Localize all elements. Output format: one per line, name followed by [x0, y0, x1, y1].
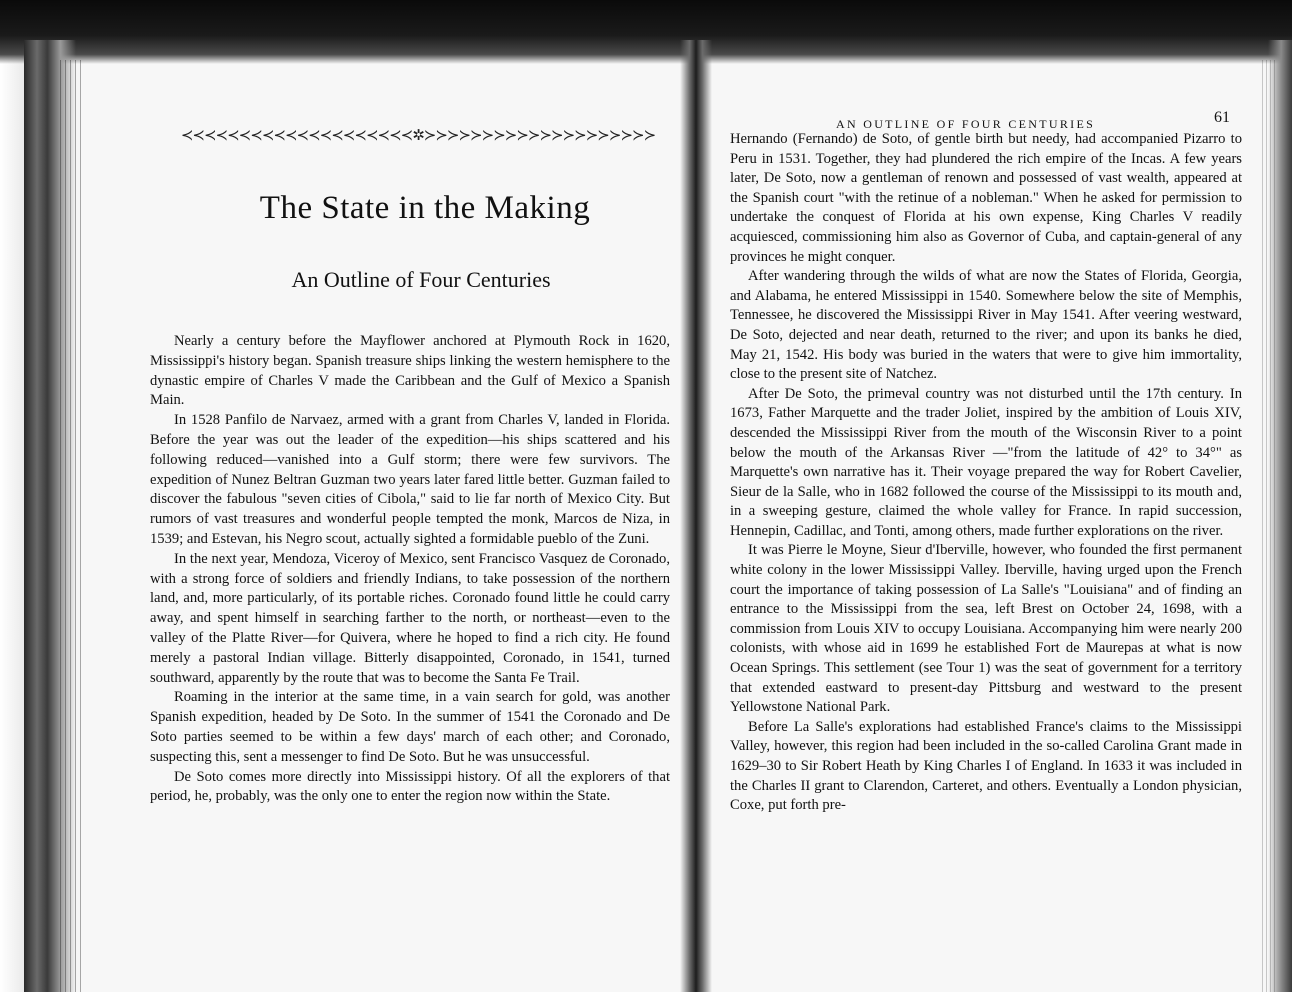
paragraph: After De Soto, the primeval country was not disturbed until the 17th century. In 1673, Father Marquette and the trader Joliet, inspired by the ambition of Louis XIV, descended the Mississippi River from the mouth of the Wisconsin River to a point below the mouth of the Arkansas River —"from the latitude of 42° to 34°" as Marquette's own narrative has it. Their voyage prepared the way for Robert Cavelier, Sieur de la Salle, who in 1682 followed the course of the Mississippi to its mouth and, in a sweeping gesture, claimed the whole valley for France. In rapid succession, Hennepin, Cadillac, and Tonti, among others, made further explorations on the river.: [730, 385, 1242, 539]
book-gutter: [680, 40, 712, 992]
left-page-body: [150, 332, 670, 807]
paragraph: Roaming in the interior at the same time, in a vain search for gold, was another Spanish expedition, headed by De Soto. In the summer of 1541 the Coronado and De Soto parties seemed to be within a few days' march of each other; and Coronado, suspecting this, sent a messenger to find De Soto. But he was unsuccessful.: [150, 689, 670, 765]
right-page: [730, 108, 1242, 816]
paragraph: In 1528 Panfilo de Narvaez, armed with a grant from Charles V, landed in Florida. Before the year was out the leader of the expedition—his ships scattered and his following reduced—vanished into a Gulf storm; there were few survivors. The expedition of Nunez Beltran Guzman two years later fared little better. Guzman failed to discover the fabulous "seven cities of Cibola," said to lie far north of Mexico City. But rumors of vast treasures and wonderful people tempted the monk, Marcos de Niza, in 1539; and Estevan, his Negro scout, actually sighted a formidable pueblo of the Zuni.: [150, 412, 670, 547]
scan-margin-top: [0, 0, 1292, 64]
chapter-subtitle: An Outline of Four Centuries: [291, 267, 551, 292]
running-head-title: AN OUTLINE OF FOUR CENTURIES: [836, 117, 1096, 131]
right-page-body: [730, 130, 1242, 816]
chapter-ornament: ≺≺≺≺≺≺≺≺≺≺≺≺≺≺≺≺≺≺≺≺✲≻≻≻≻≻≻≻≻≻≻≻≻≻≻≻≻≻≻≻≻: [180, 126, 656, 144]
page-edges-left: [60, 60, 82, 992]
running-head: [730, 108, 1242, 130]
paragraph: Nearly a century before the Mayflower anchored at Plymouth Rock in 1620, Mississippi's history began. Spanish treasure ships linking the western hemisphere to the dynastic empire of Charles V made the Caribbean and the Gulf of Mexico a Spanish Main.: [150, 333, 670, 409]
chapter-title: The State in the Making: [259, 190, 591, 226]
paragraph: In the next year, Mendoza, Viceroy of Mexico, sent Francisco Vasquez de Coronado, with a strong force of soldiers and friendly Indians, to take possession of the northern land, and, more particularly, of its portable riches. Coronado found little he could carry away, and spent himself in searching farther to the north, or northeast—even to the valley of the Platte River—for Quivera, where he hoped to find a rich city. He found merely a pastoral Indian village. Bitterly disappointed, Coronado, in 1541, turned southward, apparently by the route that was to become the Santa Fe Trail.: [150, 550, 670, 686]
page-edges-right: [1262, 60, 1278, 992]
page-number: 61: [1214, 109, 1230, 126]
paragraph: It was Pierre le Moyne, Sieur d'Iberville, however, who founded the first permanent white colony in the lower Mississippi Valley. Iberville, having urged upon the French court the importance of taking possession of La Salle's "Louisiana" and of finding an entrance to the Mississippi from the sea, left Brest on October 24, 1698, with a commission from Louis XIV to occupy Louisiana. Accompanying him were nearly 200 colonists, with whose aid in 1699 he established Fort de Maurepas at what is now Ocean Springs. This settlement (see Tour 1) was the seat of government for a territory that extended eastward to present-day Pittsburg and westward to the present Yellowstone National Park.: [730, 542, 1242, 716]
left-page: [150, 126, 670, 807]
paragraph: After wandering through the wilds of what are now the States of Florida, Georgia, and Alabama, he entered Mississippi in 1540. Somewhere below the site of Memphis, Tennessee, he discovered the Mississippi River in May 1541. After veering westward, De Soto, dejected and near death, returned to the river; and upon its banks he died, May 21, 1542. His body was buried in the waters that were to give him immortality, close to the present site of Natchez.: [730, 268, 1242, 383]
paragraph: Before La Salle's explorations had established France's claims to the Mississippi Valley, however, this region had been included in the so-called Carolina Grant made in 1629–30 to Sir Robert Heath by King Charles I of England. In 1633 it was included in the Charles II grant to Clarendon, Carteret, and others. Eventually a London physician, Coxe, put forth pre-: [730, 718, 1242, 814]
paragraph: Hernando (Fernando) de Soto, of gentle birth but needy, had accompanied Pizarro to Peru in 1531. Together, they had plundered the rich empire of the Incas. A few years later, De Soto, now a gentleman of renown and possessed of vast wealth, appeared at the Spanish court "with the retinue of a nobleman." When he asked for permission to undertake the conquest of Florida at his own expense, King Charles V readily acquiesced, commissioning him also as Governor of Cuba, and captain-general of any provinces he might conquer.: [730, 131, 1242, 265]
paragraph: De Soto comes more directly into Mississippi history. Of all the explorers of that period, he, probably, was the only one to enter the region now within the State.: [150, 768, 670, 805]
scan-margin-left: [0, 0, 26, 992]
